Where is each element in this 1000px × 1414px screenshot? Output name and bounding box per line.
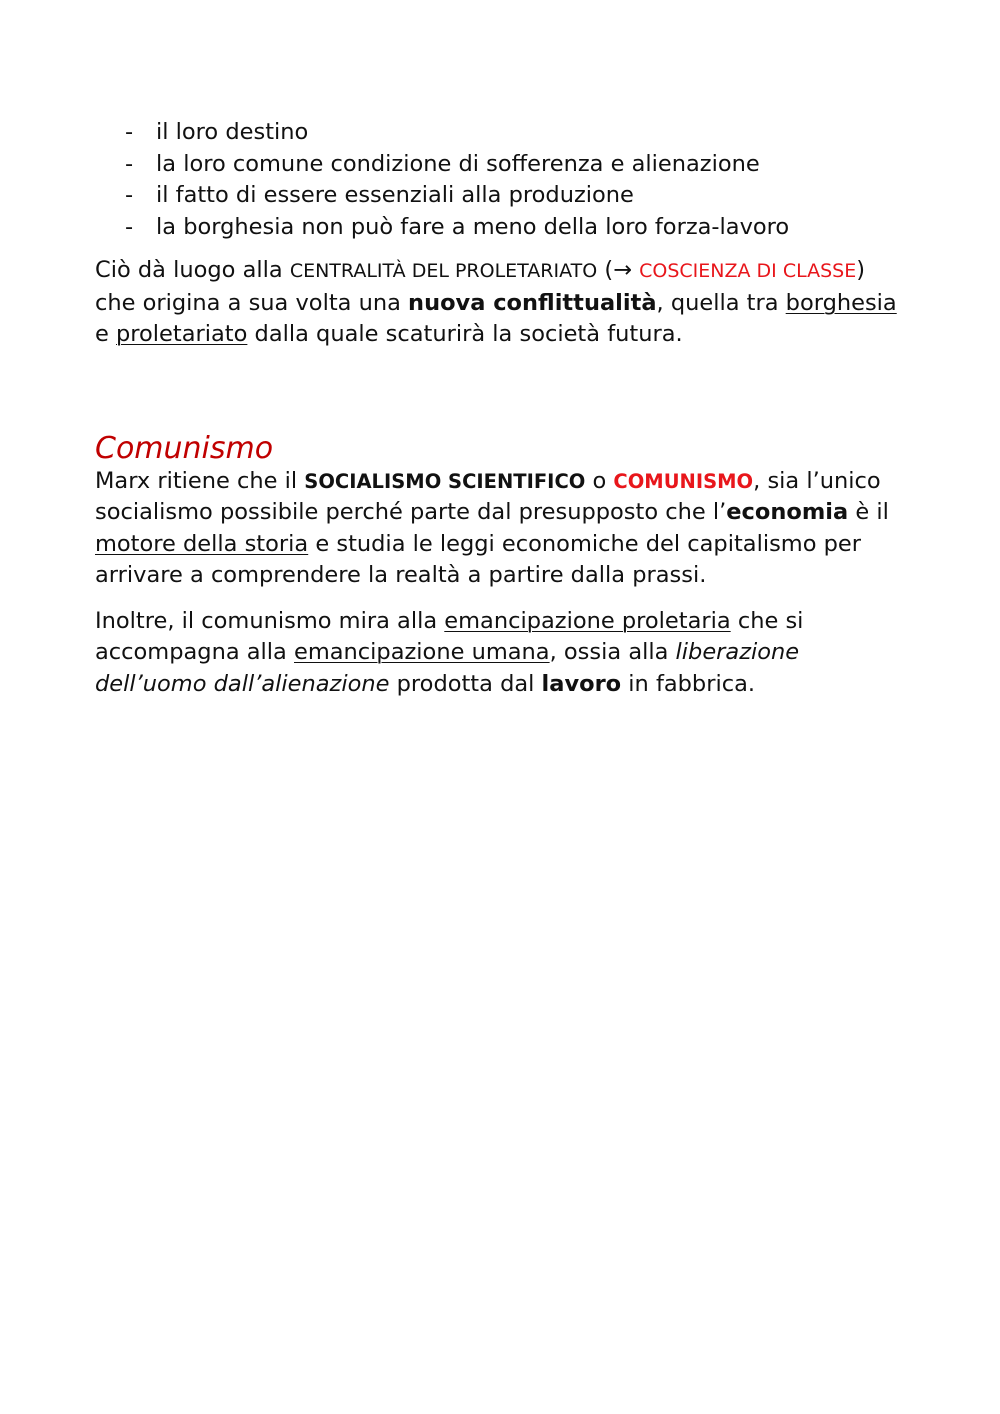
socialismo-term: SOCIALISMO SCIENTIFICO — [304, 469, 586, 493]
text-run: dalla quale scaturirà la società futura. — [247, 321, 683, 347]
coscienza-term: COSCIENZA DI CLASSE — [639, 260, 857, 282]
text-run: e — [95, 321, 116, 347]
paragraph-centralita — [95, 255, 910, 351]
text-run: , ossia alla — [549, 639, 676, 665]
list-item — [95, 180, 910, 212]
text-run: , quella tra — [656, 289, 786, 316]
text-run: è il — [848, 499, 889, 525]
liberazione-term: liberazione dell’uomo dall’alienazione — [95, 639, 800, 697]
text-run: Inoltre, il comunismo mira alla — [95, 607, 445, 634]
motore-term: motore della storia — [95, 530, 309, 557]
list-item-text: il loro destino — [156, 119, 309, 145]
comunismo-term: COMUNISMO — [613, 469, 754, 493]
dash-bullet: - — [125, 150, 134, 177]
text-run: Marx ritiene che il — [95, 467, 305, 494]
text-run: ) che origina a sua volta una — [95, 257, 866, 316]
list-item — [95, 212, 910, 244]
text-run: in fabbrica. — [621, 670, 756, 697]
list-item — [95, 149, 910, 181]
text-run: prodotta dal — [389, 670, 542, 697]
list-item-text: la loro comune condizione di sofferenza e alienazione — [156, 150, 760, 177]
text-run: e studia le leggi economiche del capitalismo per arrivare a comprendere la realtà a partire dalla prassi. — [95, 530, 862, 588]
document-page — [95, 117, 910, 700]
proletariato-term: proletariato — [116, 321, 248, 347]
dash-list — [95, 117, 910, 243]
text-run: Ciò dà luogo alla — [95, 257, 290, 283]
text-run: , sia l’unico socialismo possibile perché parte dal presupposto che l’ — [95, 467, 881, 525]
list-item — [95, 117, 910, 149]
dash-bullet: - — [125, 119, 134, 145]
nuova-conflittualita: nuova conflittualità — [408, 289, 657, 316]
text-run: che si accompagna alla — [95, 607, 804, 665]
dash-bullet: - — [125, 182, 134, 208]
centralita-term: CENTRALITÀ DEL PROLETARIATO — [289, 260, 598, 282]
dash-bullet: - — [125, 213, 134, 240]
list-item-text: il fatto di essere essenziali alla produzione — [156, 182, 634, 208]
text-run: o — [585, 467, 614, 494]
paragraph-emancipazione — [95, 606, 910, 701]
emancipazione-umana-term: emancipazione umana — [294, 639, 550, 665]
borghesia-term: borghesia — [785, 289, 897, 316]
list-item-text: la borghesia non può fare a meno della loro forza-lavoro — [156, 213, 790, 240]
arrow-right-icon: → — [613, 257, 632, 283]
section-heading: Comunismo — [95, 430, 274, 466]
lavoro-term: lavoro — [541, 670, 622, 697]
paragraph-marx — [95, 466, 910, 592]
text-run: ( — [597, 257, 614, 283]
economia-term: economia — [726, 499, 849, 525]
emancipazione-proletaria-term: emancipazione proletaria — [444, 607, 731, 634]
